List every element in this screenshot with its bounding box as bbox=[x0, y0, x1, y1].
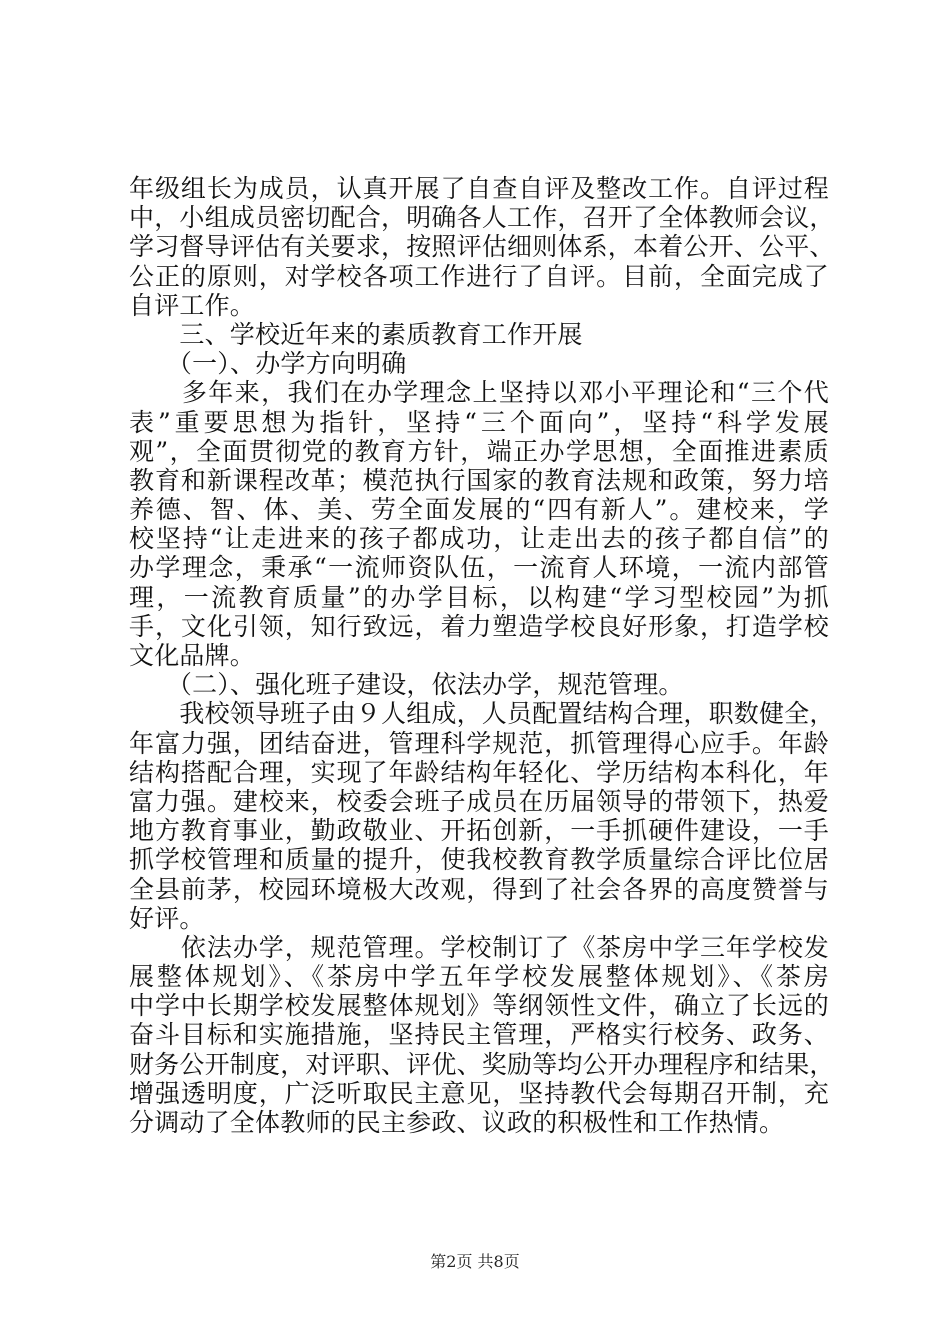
text-line: 手，文化引领，知行致远，着力塑造学校良好形象，打造学校 bbox=[129, 611, 829, 641]
text-line: 抓学校管理和质量的提升，使我校教育教学质量综合评比位居 bbox=[129, 845, 829, 875]
section-heading: 三、学校近年来的素质教育工作开展 bbox=[129, 319, 583, 349]
text-line: 奋斗目标和实施措施，坚持民主管理，严格实行校务、政务、 bbox=[129, 1020, 829, 1050]
text-line: 中学中长期学校发展整体规划》等纲领性文件，确立了长远的 bbox=[129, 991, 829, 1021]
text-line: 表”重要思想为指针，坚持“三个面向”，坚持“科学发展 bbox=[129, 407, 829, 437]
text-line: 学习督导评估有关要求，按照评估细则体系，本着公开、公平、 bbox=[129, 232, 835, 262]
text-line: 教育和新课程改革；模范执行国家的教育法规和政策，努力培 bbox=[129, 465, 829, 495]
text-line: 公正的原则，对学校各项工作进行了自评。目前，全面完成了 bbox=[129, 261, 829, 291]
text-line: 养德、智、体、美、劳全面发展的“四有新人”。建校来，学 bbox=[129, 495, 829, 525]
text-line: 自评工作。 bbox=[129, 290, 256, 320]
subsection-heading: （二）、强化班子建设，依法办学，规范管理。 bbox=[129, 670, 684, 700]
text-line: 分调动了全体教师的民主参政、议政的积极性和工作热情。 bbox=[129, 1108, 785, 1137]
text-line: 我校领导班子由９人组成，人员配置结构合理，职数健全， bbox=[129, 699, 835, 729]
document-body bbox=[129, 174, 835, 1137]
text-line: 结构搭配合理，实现了年龄结构年轻化、学历结构本科化，年 bbox=[129, 757, 829, 787]
subsection-heading: （一）、办学方向明确 bbox=[129, 349, 407, 379]
text-line: 地方教育事业，勤政敬业、开拓创新，一手抓硬件建设，一手 bbox=[129, 816, 829, 846]
page-number-footer: 第2页 共8页 bbox=[430, 1252, 520, 1271]
text-line: 文化品牌。 bbox=[129, 641, 256, 670]
text-line: 中，小组成员密切配合，明确各人工作，召开了全体教师会议， bbox=[129, 203, 835, 233]
text-line: 增强透明度，广泛听取民主意见，坚持教代会每期召开制，充 bbox=[129, 1078, 829, 1108]
text-line: 观”，全面贯彻党的教育方针，端正办学思想，全面推进素质 bbox=[129, 436, 829, 466]
text-line: 理，一流教育质量”的办学目标，以构建“学习型校园”为抓 bbox=[129, 582, 829, 612]
text-line: 好评。 bbox=[129, 903, 205, 933]
text-line: 全县前茅，校园环境极大改观，得到了社会各界的高度赞誉与 bbox=[129, 874, 829, 904]
text-line: 年级组长为成员，认真开展了自查自评及整改工作。自评过程 bbox=[129, 174, 829, 203]
text-line: 富力强。建校来，校委会班子成员在历届领导的带领下，热爱 bbox=[129, 786, 829, 816]
text-line: 多年来，我们在办学理念上坚持以邓小平理论和“三个代 bbox=[129, 378, 829, 408]
text-line: 展整体规划》、《茶房中学五年学校发展整体规划》、《茶房 bbox=[129, 962, 829, 992]
text-line: 年富力强，团结奋进，管理科学规范，抓管理得心应手。年龄 bbox=[129, 728, 829, 758]
text-line: 办学理念，秉承“一流师资队伍，一流育人环境，一流内部管 bbox=[129, 553, 829, 583]
text-line: 依法办学，规范管理。学校制订了《茶房中学三年学校发 bbox=[129, 932, 829, 962]
text-line: 校坚持“让走进来的孩子都成功，让走出去的孩子都自信”的 bbox=[129, 524, 829, 554]
text-line: 财务公开制度，对评职、评优、奖励等均公开办理程序和结果， bbox=[129, 1049, 835, 1079]
